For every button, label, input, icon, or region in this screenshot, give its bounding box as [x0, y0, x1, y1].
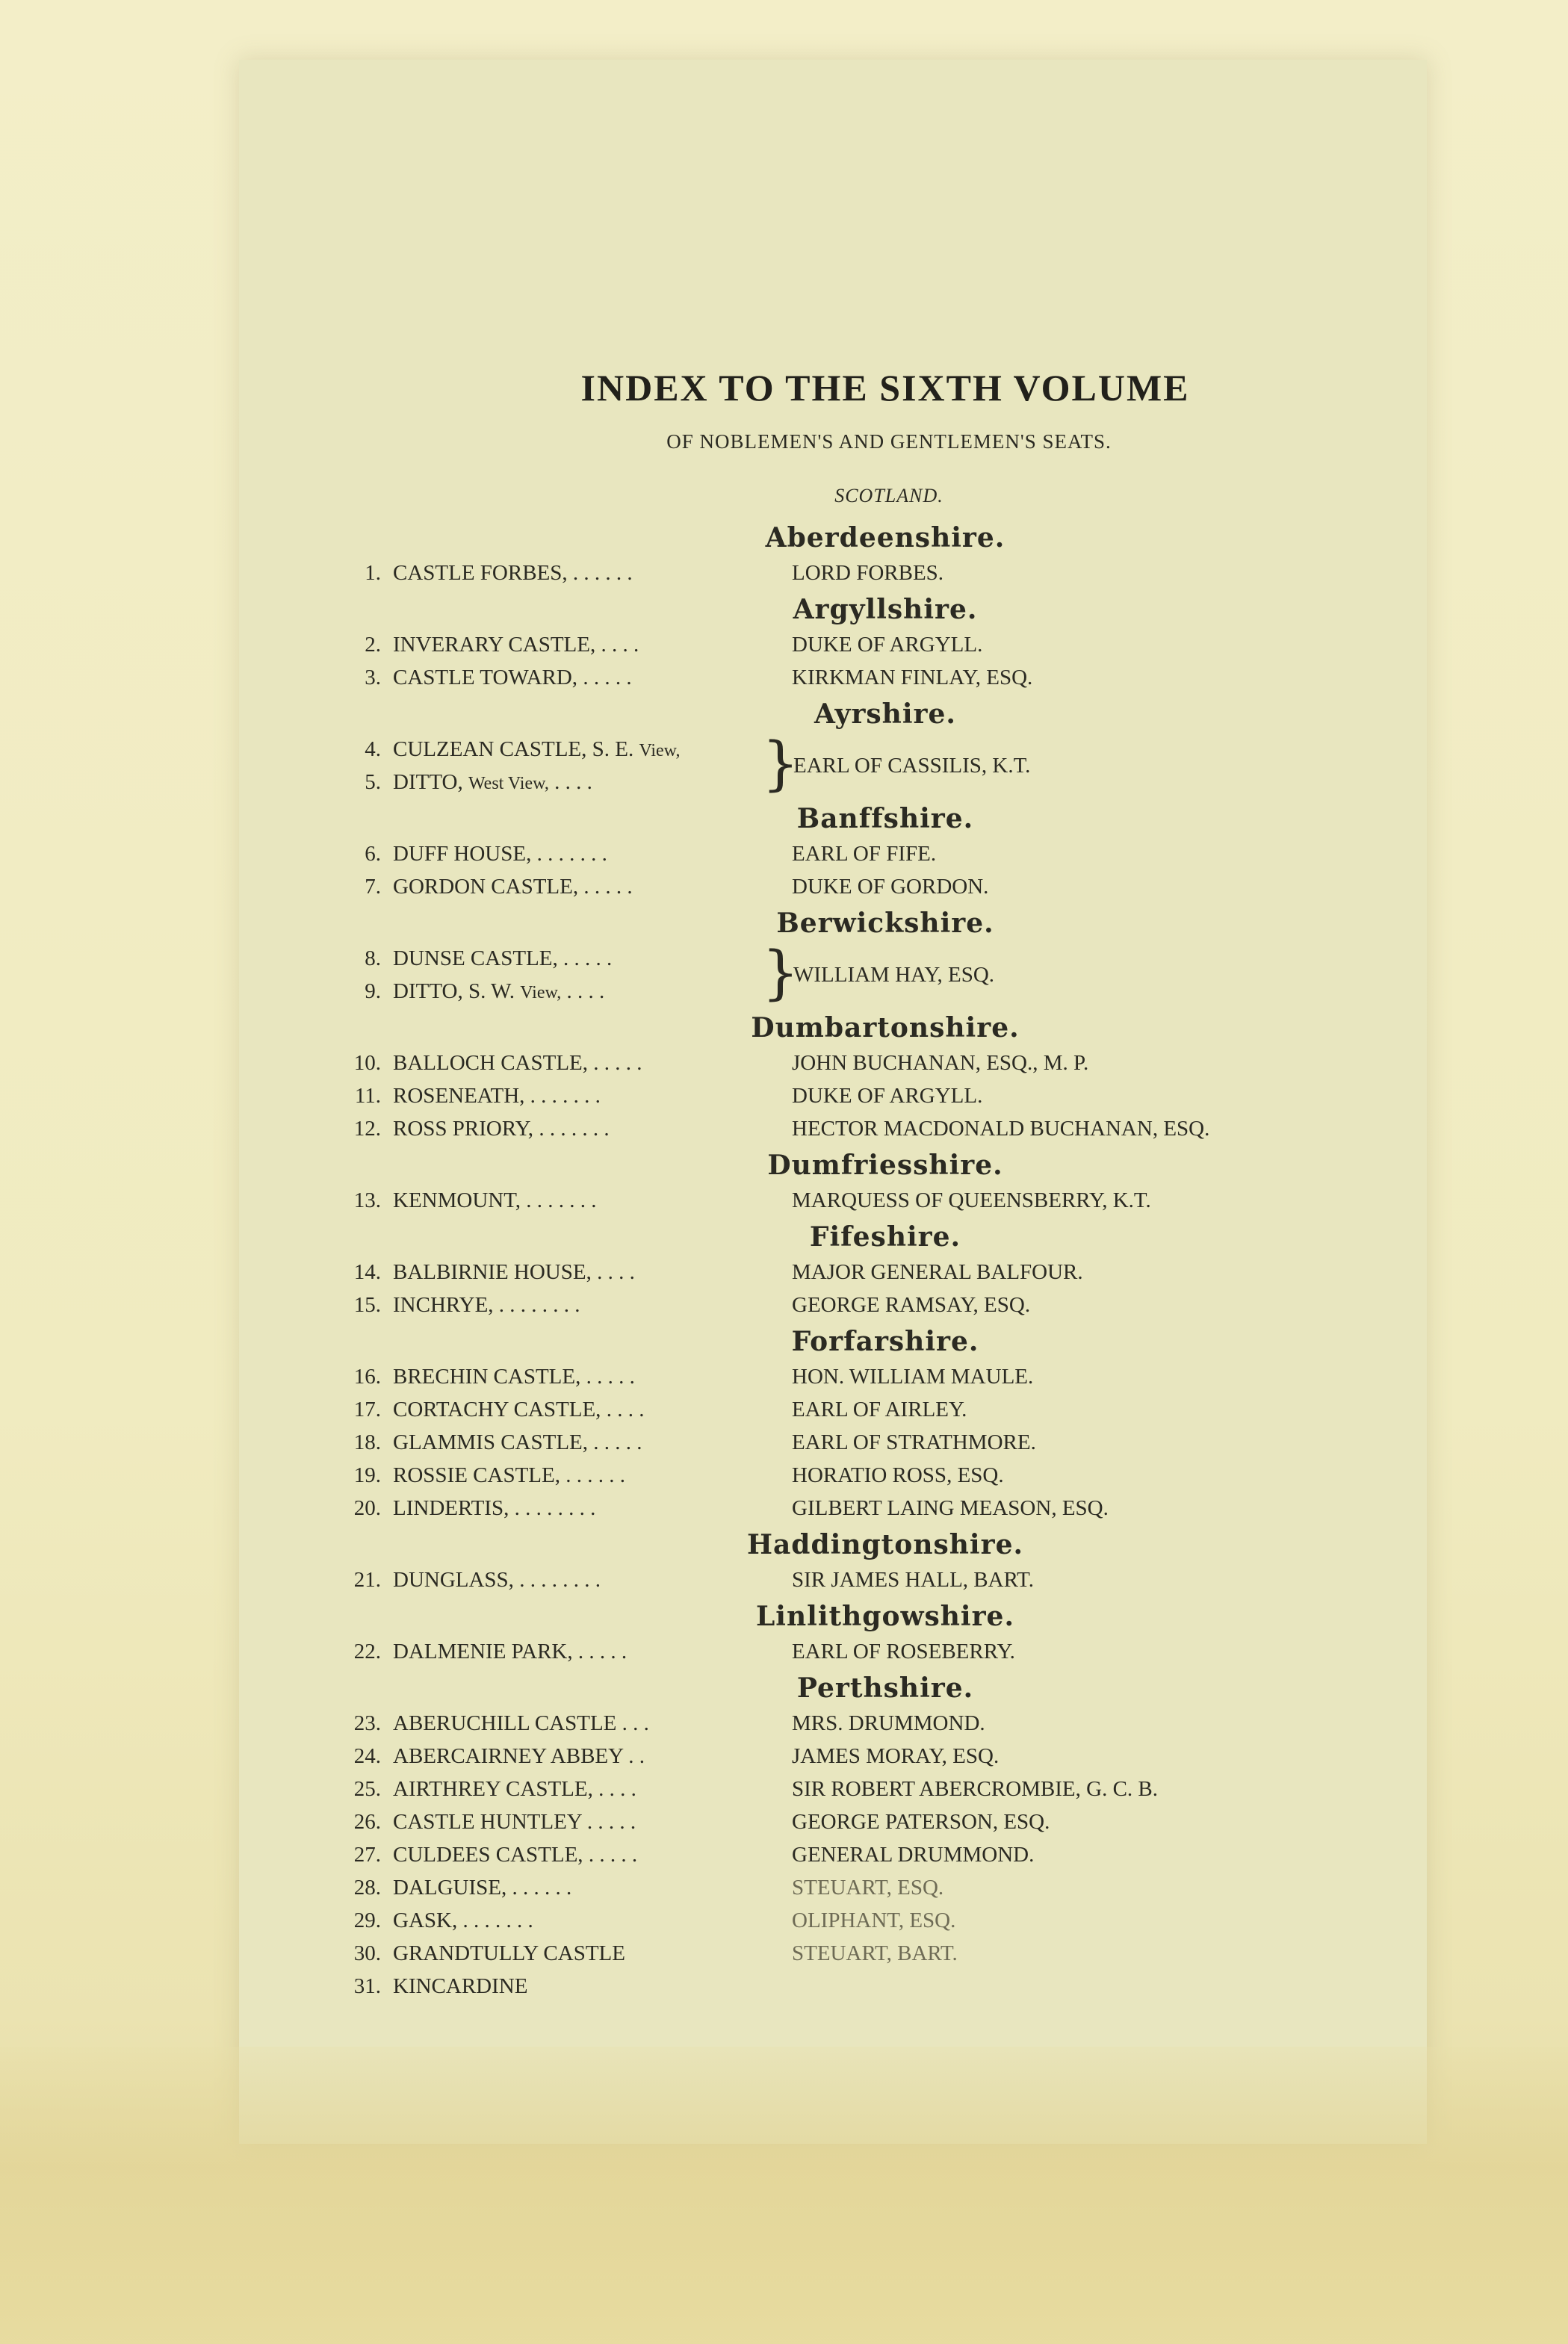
entry-seat: CASTLE TOWARD, . . . . . [393, 666, 632, 689]
entry-owner: KIRKMAN FINLAY, ESQ. [792, 666, 1033, 689]
entry-number: 8. [365, 946, 381, 970]
entry-number: 27. [353, 1843, 381, 1867]
index-entry [329, 661, 1315, 694]
entry-owner: EARL OF AIRLEY. [792, 1398, 967, 1421]
entry-owner: EARL OF FIFE. [792, 842, 937, 866]
stained-bottom-edge [0, 2047, 1568, 2344]
entry-number: 9. [365, 979, 381, 1003]
entry-owner: SIR JAMES HALL, BART. [792, 1568, 1034, 1592]
entry-seat: CASTLE HUNTLEY . . . . . [393, 1810, 636, 1834]
index-entry [329, 1707, 1315, 1740]
index-entry [329, 870, 1315, 903]
entry-number: 30. [353, 1941, 381, 1965]
entry-number: 18. [353, 1430, 381, 1454]
entry-seat: GORDON CASTLE, . . . . . [393, 875, 633, 899]
county-heading-fife: Fifeshire. [809, 1221, 961, 1253]
entry-seat: CULDEES CASTLE, . . . . . [393, 1843, 638, 1867]
page-subtitle: OF NOBLEMEN'S AND GENTLEMEN'S SEATS. [666, 430, 1112, 453]
county-heading-haddington: Haddingtonshire. [746, 1529, 1024, 1560]
entry-owner: GEORGE RAMSAY, ESQ. [792, 1293, 1031, 1317]
index-entry [329, 1937, 1315, 1970]
entry-number: 21. [353, 1568, 381, 1592]
entry-owner: JOHN BUCHANAN, ESQ., M. P. [792, 1051, 1089, 1075]
entry-number: 14. [353, 1260, 381, 1284]
entry-seat: GRANDTULLY CASTLE [393, 1941, 625, 1965]
entry-seat: CULZEAN CASTLE, S. E. View, [393, 737, 681, 761]
entry-seat: KINCARDINE [393, 1974, 528, 1998]
entry-seat: KENMOUNT, . . . . . . . [393, 1188, 597, 1212]
entry-seat: DALMENIE PARK, . . . . . [393, 1640, 627, 1664]
entry-number: 24. [353, 1744, 381, 1768]
bracketed-entry-group [329, 942, 1315, 1008]
entry-number: 4. [365, 737, 381, 761]
page-title: INDEX TO THE SIXTH VOLUME [580, 367, 1190, 409]
entry-owner: OLIPHANT, ESQ. [792, 1909, 956, 1932]
index-entry [329, 1805, 1315, 1838]
index-entry [329, 1563, 1315, 1596]
entry-number: 17. [353, 1398, 381, 1421]
entry-number: 26. [353, 1810, 381, 1834]
index-entry [329, 1459, 1315, 1492]
entry-number: 2. [365, 633, 381, 657]
index-entry [329, 1492, 1315, 1525]
entry-number: 11. [354, 1084, 381, 1108]
index-entry [329, 1635, 1315, 1668]
county-heading-perth: Perthshire. [796, 1672, 974, 1704]
index-entry [329, 1047, 1315, 1079]
county-heading-dumbarton: Dumbartonshire. [751, 1012, 1020, 1044]
entry-number: 19. [353, 1463, 381, 1487]
entry-seat: CASTLE FORBES, . . . . . . [393, 561, 633, 585]
entry-seat: ROSS PRIORY, . . . . . . . [393, 1117, 610, 1141]
index-entry [329, 1256, 1315, 1289]
county-heading-banff: Banffshire. [796, 803, 974, 834]
entry-number: 20. [353, 1496, 381, 1520]
index-entry [329, 1112, 1315, 1145]
entry-seat: BALBIRNIE HOUSE, . . . . [393, 1260, 635, 1284]
entry-seat: DUNSE CASTLE, . . . . . [393, 946, 613, 970]
entry-number: 23. [353, 1711, 381, 1735]
entry-seat: ROSENEATH, . . . . . . . [393, 1084, 601, 1108]
entry-number: 5. [365, 770, 381, 794]
entry-seat: GASK, . . . . . . . [393, 1909, 533, 1932]
county-heading-berwick: Berwickshire. [776, 908, 994, 939]
entry-seat: INCHRYE, . . . . . . . . [393, 1293, 580, 1317]
county-heading-aberdeen: Aberdeenshire. [765, 522, 1005, 554]
entry-owner: SIR ROBERT ABERCROMBIE, G. C. B. [792, 1777, 1159, 1801]
entry-seat: ROSSIE CASTLE, . . . . . . [393, 1463, 625, 1487]
entry-number: 29. [353, 1909, 381, 1932]
entry-owner: GEORGE PATERSON, ESQ. [792, 1810, 1050, 1834]
bracketed-entry-group [329, 733, 1315, 799]
entry-seat: INVERARY CASTLE, . . . . [393, 633, 639, 657]
entry-owner: HORATIO ROSS, ESQ. [792, 1463, 1004, 1487]
entry-owner: EARL OF ROSEBERRY. [792, 1640, 1015, 1664]
entry-seat: GLAMMIS CASTLE, . . . . . [393, 1430, 642, 1454]
county-heading-linlithgow: Linlithgowshire. [755, 1601, 1014, 1632]
entry-owner: WILLIAM HAY, ESQ. [793, 963, 995, 987]
entry-seat: BALLOCH CASTLE, . . . . . [393, 1051, 642, 1075]
right-brace: } [762, 731, 799, 798]
entry-owner: MARQUESS OF QUEENSBERRY, K.T. [792, 1188, 1151, 1212]
entry-owner: JAMES MORAY, ESQ. [792, 1744, 1000, 1768]
entry-owner: MRS. DRUMMOND. [792, 1711, 985, 1735]
entry-number: 13. [353, 1188, 381, 1212]
entry-number: 28. [353, 1876, 381, 1900]
index-entry [329, 1184, 1315, 1217]
entry-number: 31. [353, 1974, 381, 1998]
right-brace: } [762, 940, 799, 1007]
entry-seat: AIRTHREY CASTLE, . . . . [393, 1777, 636, 1801]
entry-number: 3. [365, 666, 381, 689]
entry-owner: DUKE OF ARGYLL. [792, 633, 983, 657]
index-entry [329, 1079, 1315, 1112]
entry-seat: CORTACHY CASTLE, . . . . [393, 1398, 645, 1421]
index-entry [329, 1871, 1315, 1904]
entry-owner: STEUART, BART. [792, 1941, 958, 1965]
entry-seat: DITTO, S. W. View, . . . . [393, 979, 605, 1003]
entry-owner: GENERAL DRUMMOND. [792, 1843, 1035, 1867]
index-entry [329, 837, 1315, 870]
index-entry [329, 1289, 1315, 1321]
index-entry [329, 1773, 1315, 1805]
entry-seat: DALGUISE, . . . . . . [393, 1876, 572, 1900]
entry-number: 1. [365, 561, 381, 585]
index-entry [329, 1393, 1315, 1426]
entry-number: 10. [353, 1051, 381, 1075]
entry-seat: DITTO, West View, . . . . [393, 770, 592, 794]
entry-seat: ABERUCHILL CASTLE . . . [393, 1711, 649, 1735]
entry-owner: LORD FORBES. [792, 561, 944, 585]
county-heading-argyll: Argyllshire. [793, 594, 978, 625]
entry-number: 22. [353, 1640, 381, 1664]
country-heading: SCOTLAND. [834, 485, 943, 506]
index-entry [329, 1904, 1315, 1937]
index-entry [329, 1740, 1315, 1773]
entry-number: 6. [365, 842, 381, 866]
index-entry [329, 1426, 1315, 1459]
index-content [329, 366, 1315, 2003]
entry-seat: DUNGLASS, . . . . . . . . [393, 1568, 601, 1592]
entry-owner: DUKE OF GORDON. [792, 875, 989, 899]
county-heading-ayr: Ayrshire. [814, 698, 956, 730]
entry-number: 25. [353, 1777, 381, 1801]
entry-number: 15. [353, 1293, 381, 1317]
entry-seat: ABERCAIRNEY ABBEY . . [393, 1744, 645, 1768]
index-entry [329, 556, 1315, 589]
entry-owner: GILBERT LAING MEASON, ESQ. [792, 1496, 1109, 1520]
entry-number: 12. [353, 1117, 381, 1141]
entry-owner: HECTOR MACDONALD BUCHANAN, ESQ. [792, 1117, 1210, 1141]
entry-owner: DUKE OF ARGYLL. [792, 1084, 983, 1108]
entry-owner: STEUART, ESQ. [792, 1876, 944, 1900]
county-heading-forfar: Forfarshire. [791, 1326, 979, 1357]
entry-seat: BRECHIN CASTLE, . . . . . [393, 1365, 635, 1389]
entry-seat: DUFF HOUSE, . . . . . . . [393, 842, 607, 866]
entry-owner: HON. WILLIAM MAULE. [792, 1365, 1034, 1389]
entry-number: 16. [353, 1365, 381, 1389]
entry-owner: EARL OF STRATHMORE. [792, 1430, 1036, 1454]
entry-owner: MAJOR GENERAL BALFOUR. [792, 1260, 1083, 1284]
index-entry [329, 1838, 1315, 1871]
entry-number: 7. [365, 875, 381, 899]
index-entry [329, 628, 1315, 661]
index-entry [329, 1360, 1315, 1393]
index-entry [329, 1970, 1315, 2003]
county-heading-dumfries: Dumfriesshire. [767, 1150, 1003, 1181]
entry-owner: EARL OF CASSILIS, K.T. [793, 754, 1031, 778]
entry-seat: LINDERTIS, . . . . . . . . [393, 1496, 596, 1520]
